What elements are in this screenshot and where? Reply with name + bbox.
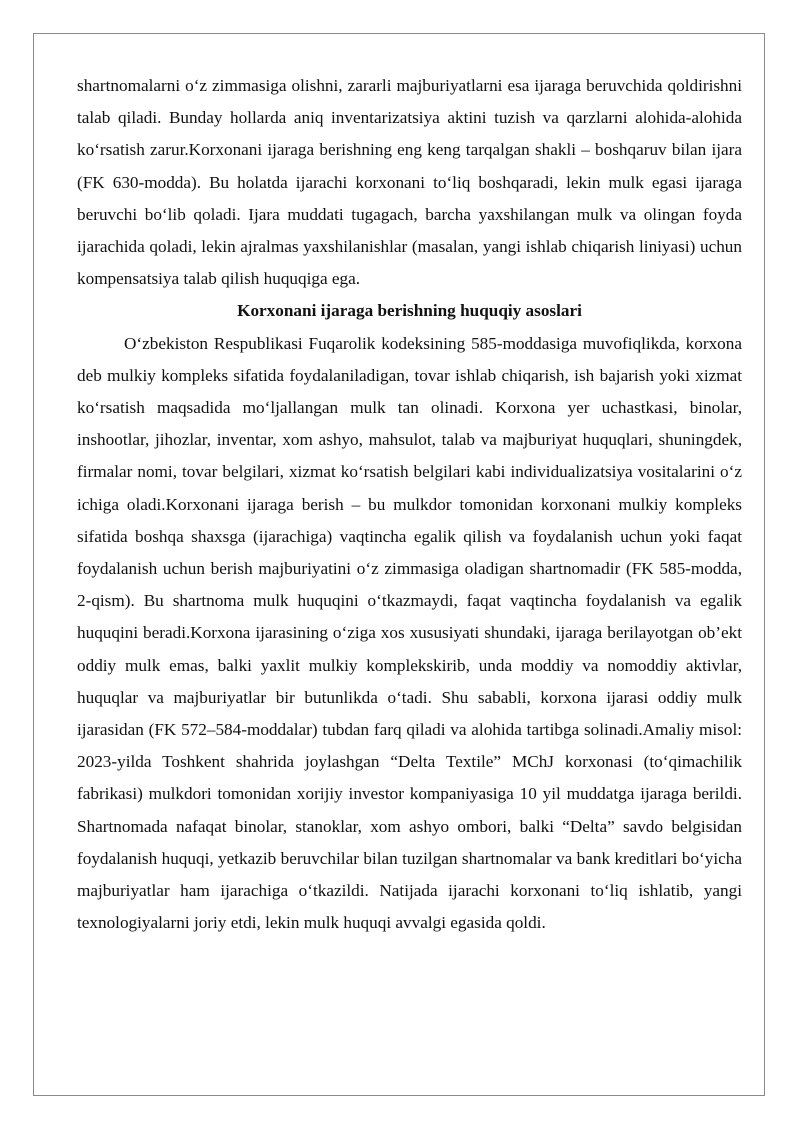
document-body <box>77 70 742 939</box>
body-paragraph-main: O‘zbekiston Respublikasi Fuqarolik kodeksining 585-moddasiga muvofiqlikda, korxona deb mulkiy kompleks sifatida foydalaniladigan, tovar ishlab chiqarish, ish bajarish yoki xizmat ko‘rsatish maqsadida mo‘ljallangan mulk tan olinadi. Korxona yer uchastkasi, binolar, inshootlar, jihozlar, inventar, xom ashyo, mahsulot, talab va majburiyat huquqlari, shuningdek, firmalar nomi, tovar belgilari, xizmat ko‘rsatish belgilari kabi individualizatsiya vositalarini o‘z ichiga oladi.Korxonani ijaraga berish – bu mulkdor tomonidan korxonani mulkiy kompleks sifatida boshqa shaxsga (ijarachiga) vaqtincha egalik qilish va foydalanish uchun yoki faqat foydalanish uchun berish majburiyatini o‘z zimmasiga oladigan shartnomadir (FK 585-modda, 2-qism). Bu shartnoma mulk huquqini o‘tkazmaydi, faqat vaqtincha foydalanish va egalik huquqini beradi.Korxona ijarasining o‘ziga xos xususiyati shundaki, ijaraga berilayotgan ob’ekt oddiy mulk emas, balki yaxlit mulkiy komplekskirib, unda moddiy va nomoddiy aktivlar, huquqlar va majburiyatlar bir butunlikda o‘tadi. Shu sababli, korxona ijarasi oddiy mulk ijarasidan (FK 572–584-moddalar) tubdan farq qiladi va alohida tartibga solinadi.Amaliy misol: 2023-yilda Toshkent shahrida joylashgan “Delta Textile” MChJ korxonasi (to‘qimachilik fabrikasi) mulkdori tomonidan xorijiy investor kompaniyasiga 10 yil muddatga ijaraga berildi. Shartnomada nafaqat binolar, stanoklar, xom ashyo ombori, balki “Delta” savdo belgisidan foydalanish huquqi, yetkazib beruvchilar bilan tuzilgan shartnomalar va bank kreditlari bo‘yicha majburiyatlar ham ijarachiga o‘tkazildi. Natijada ijarachi korxonani to‘liq ishlatib, yangi texnologiyalarni joriy etdi, lekin mulk huquqi avvalgi egasida qoldi. <box>77 333 742 933</box>
section-heading: Korxonani ijaraga berishning huquqiy asoslari <box>237 301 582 321</box>
body-paragraph-continued: shartnomalarni o‘z zimmasiga olishni, zararli majburiyatlarni esa ijaraga beruvchida qoldirishni talab qiladi. Bunday hollarda aniq inventarizatsiya aktini tuzish va qarzlarni alohida-alohida ko‘rsatish zarur.Korxonani ijaraga berishning eng keng tarqalgan shakli – boshqaruv bilan ijara (FK 630-modda). Bu holatda ijarachi korxonani to‘liq boshqaradi, lekin mulk egasi ijaraga beruvchi bo‘lib qoladi. Ijara muddati tugagach, barcha yaxshilangan mulk va olingan foyda ijarachida qoladi, lekin ajralmas yaxshilanishlar (masalan, yangi ishlab chiqarish liniyasi) uchun kompensatsiya talab qilish huquqiga ega. <box>77 76 742 289</box>
